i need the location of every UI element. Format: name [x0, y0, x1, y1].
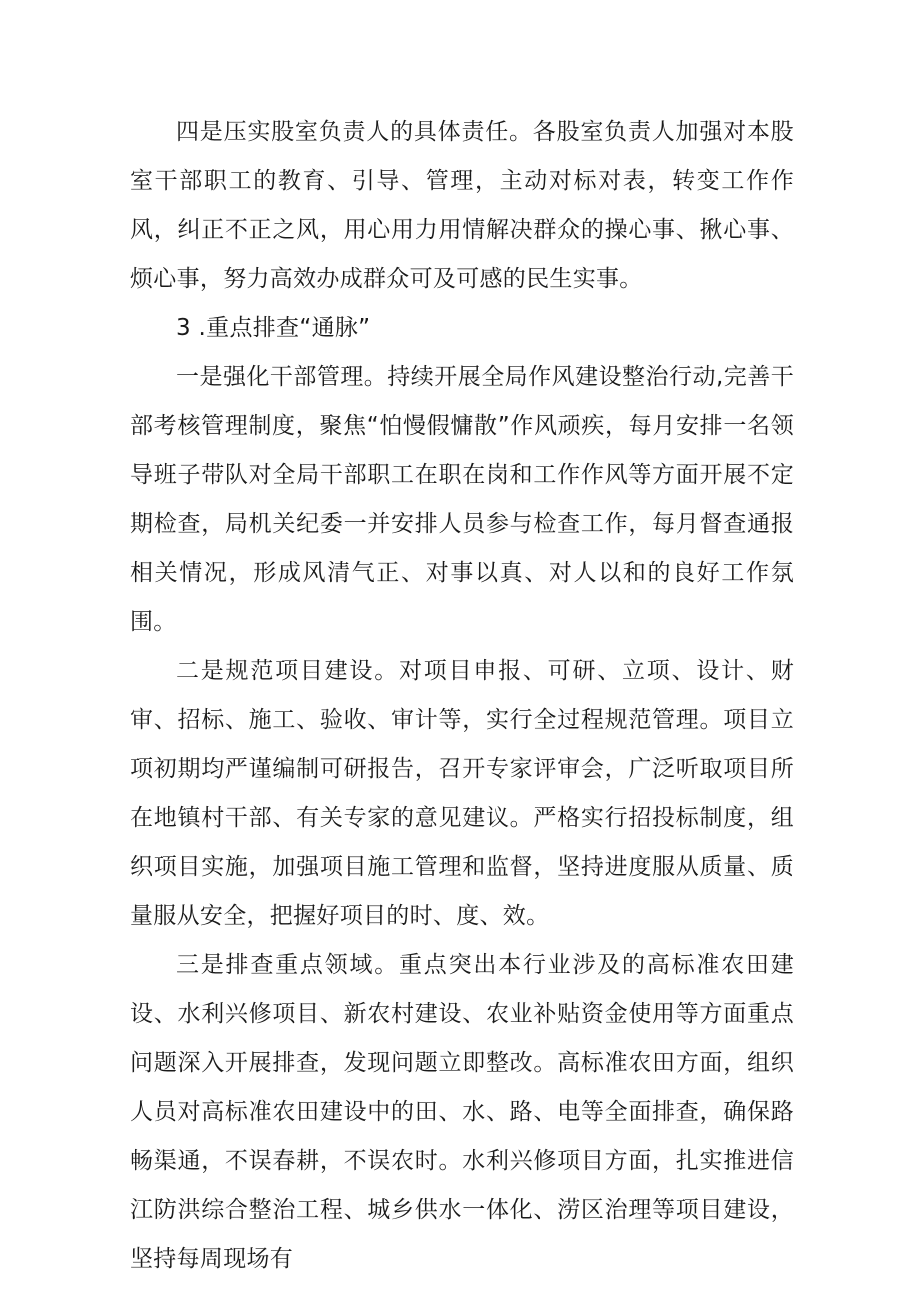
paragraph-1: 四是压实股室负责人的具体责任。各股室负责人加强对本股室干部职工的教育、引导、管理，主动对标对表，转变工作作风，纠正不正之风，用心用力用情解决群众的操心事、揪心事、烦心事，努力高效办成群众可及可感的民生实事。 [130, 119, 794, 292]
document-body [130, 108, 794, 1284]
paragraph-3: 二是规范项目建设。对项目申报、可研、立项、设计、财审、招标、施工、验收、审计等，实行全过程规范管理。项目立项初期均严谨编制可研报告，召开专家评审会，广泛听取项目所在地镇村干部、有关专家的意见建议。严格实行招投标制度，组织项目实施，加强项目施工管理和监督，坚持进度服从质量、质量服从安全，把握好项目的时、度、效。 [130, 658, 794, 929]
paragraph-4: 三是排查重点领域。重点突出本行业涉及的高标准农田建设、水利兴修项目、新农村建设、农业补贴资金使用等方面重点问题深入开展排查，发现问题立即整改。高标准农田方面，组织人员对高标准农田建设中的田、水、路、电等全面排查，确保路畅渠通，不误春耕，不误农时。水利兴修项目方面，扎实推进信江防洪综合整治工程、城乡供水一体化、涝区治理等项目建设，坚持每周现场有 [130, 952, 794, 1272]
paragraph-2: 一是强化干部管理。持续开展全局作风建设整治行动,完善干部考核管理制度，聚焦“怕慢假慵散”作风顽疾，每月安排一名领导班子带队对全局干部职工在职在岗和工作作风等方面开展不定期检查，局机关纪委一并安排人员参与检查工作，每月督查通报相关情况，形成风清气正、对事以真、对人以和的良好工作氛围。 [130, 364, 794, 635]
section-heading: 3 .重点排查“通脉” [176, 315, 371, 341]
